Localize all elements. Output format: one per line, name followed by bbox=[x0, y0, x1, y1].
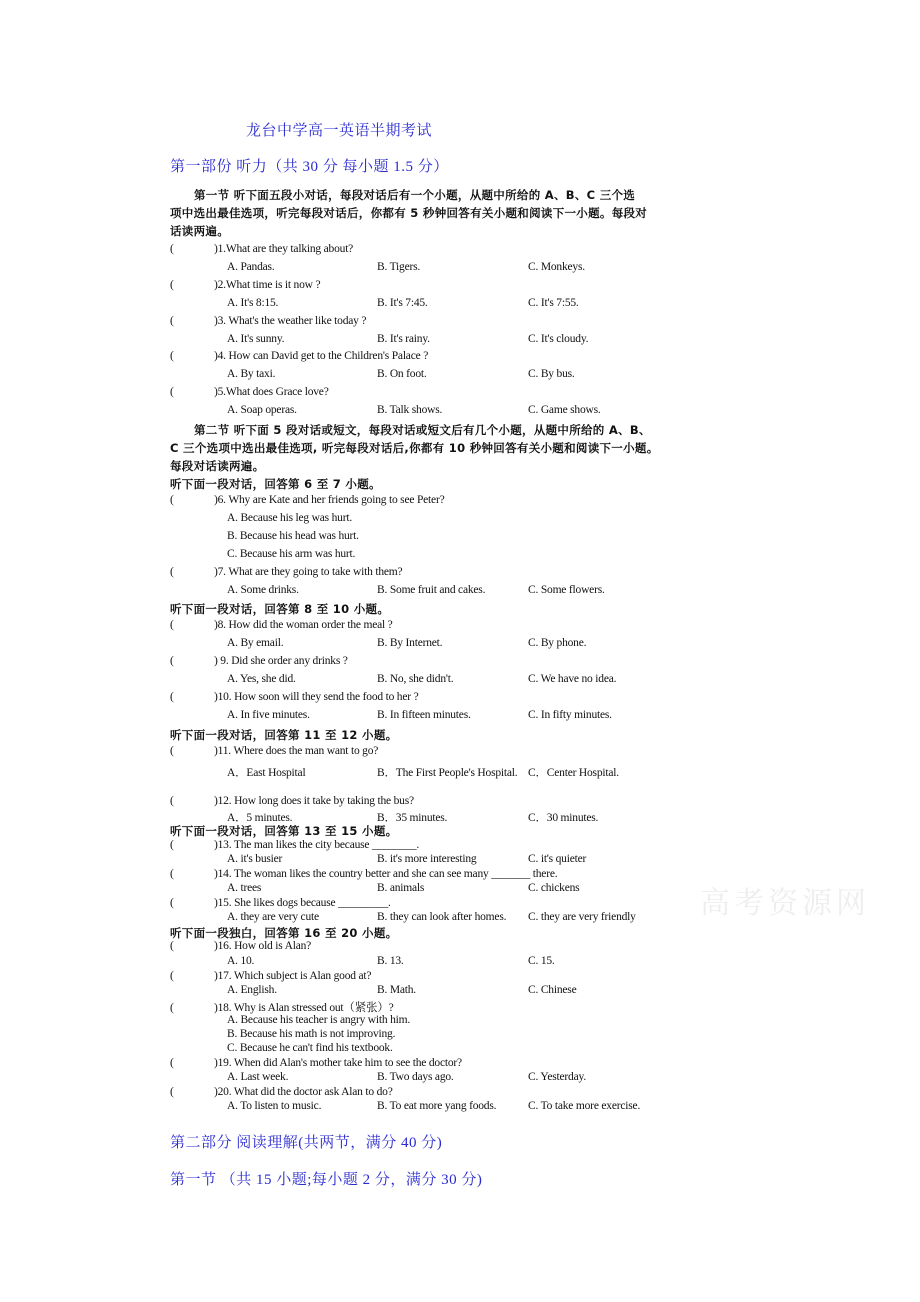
answer-option: A. English. bbox=[227, 984, 277, 996]
answer-option: C. Some flowers. bbox=[528, 584, 605, 596]
answer-blank: ( bbox=[170, 494, 174, 506]
question-3 bbox=[170, 315, 366, 327]
answer-option: A. Because his leg was hurt. bbox=[227, 512, 353, 524]
answer-option: A. trees bbox=[227, 882, 262, 894]
question-text: )14. The woman likes the country better and she can see many _______ there. bbox=[214, 868, 558, 880]
answer-option: B. In fifteen minutes. bbox=[377, 709, 471, 721]
question-18 bbox=[170, 999, 394, 1015]
answer-option: B．The First People's Hospital. bbox=[377, 767, 518, 779]
answer-option: B. Because his math is not improving. bbox=[227, 1028, 396, 1040]
answer-option: C. It's 7:55. bbox=[528, 297, 579, 309]
question-text: )5.What does Grace love? bbox=[214, 386, 329, 398]
question-text: )11. Where does the man want to go? bbox=[214, 745, 379, 757]
answer-option: B. On foot. bbox=[377, 368, 427, 380]
answer-blank: ( bbox=[170, 868, 174, 880]
answer-blank: ( bbox=[170, 839, 174, 851]
question-text: )10. How soon will they send the food to her ? bbox=[214, 691, 419, 703]
answer-option: C. To take more exercise. bbox=[528, 1100, 641, 1112]
part2-heading: 第二部分 阅读理解(共两节，满分 40 分) bbox=[170, 1135, 443, 1151]
question-text: )3. What's the weather like today ? bbox=[214, 315, 367, 327]
answer-option: A. it's busier bbox=[227, 853, 283, 865]
answer-option: B. By Internet. bbox=[377, 637, 443, 649]
answer-option: C. Game shows. bbox=[528, 404, 601, 416]
answer-option: A. Yes, she did. bbox=[227, 673, 296, 685]
question-2 bbox=[170, 279, 320, 291]
question-1 bbox=[170, 243, 353, 255]
question-text: )20. What did the doctor ask Alan to do? bbox=[214, 1086, 393, 1098]
question-19 bbox=[170, 1057, 462, 1069]
question-4 bbox=[170, 350, 428, 362]
answer-blank: ( bbox=[170, 940, 174, 952]
question-text: )2.What time is it now ? bbox=[214, 279, 321, 291]
question-5 bbox=[170, 386, 329, 398]
answer-option: C. By phone. bbox=[528, 637, 587, 649]
question-text: )13. The man likes the city because ________. bbox=[214, 839, 420, 851]
answer-option: B. No, she didn't. bbox=[377, 673, 454, 685]
question-text: )15. She likes dogs because _________. bbox=[214, 897, 391, 909]
watermark: 高考资源网 bbox=[700, 886, 870, 921]
question-16 bbox=[170, 940, 311, 952]
question-text: )17. Which subject is Alan good at? bbox=[214, 970, 372, 982]
answer-option: B. 13. bbox=[377, 955, 404, 967]
answer-blank: ( bbox=[170, 1057, 174, 1069]
answer-option: B. it's more interesting bbox=[377, 853, 477, 865]
answer-blank: ( bbox=[170, 279, 174, 291]
instruction-line: 每段对话读两遍。 bbox=[170, 459, 265, 473]
answer-option: C. Because his arm was hurt. bbox=[227, 548, 356, 560]
answer-option: A. they are very cute bbox=[227, 911, 319, 923]
question-text: )16. How old is Alan? bbox=[214, 940, 312, 952]
answer-option: A. By taxi. bbox=[227, 368, 276, 380]
answer-option: A. Soap operas. bbox=[227, 404, 297, 416]
question-11 bbox=[170, 745, 378, 757]
answer-blank: ( bbox=[170, 243, 174, 255]
answer-blank: ( bbox=[170, 566, 174, 578]
answer-option: A. It's 8:15. bbox=[227, 297, 279, 309]
answer-blank: ( bbox=[170, 350, 174, 362]
question-text: )4. How can David get to the Children's Palace ? bbox=[214, 350, 429, 362]
answer-option: B. It's rainy. bbox=[377, 333, 430, 345]
instruction-line: C 三个选项中选出最佳选项, 听完每段对话后,你都有 10 秒钟回答有关小题和阅读下一小题。 bbox=[170, 441, 659, 455]
answer-option: A. 10. bbox=[227, 955, 255, 967]
answer-option: A. To listen to music. bbox=[227, 1100, 322, 1112]
question-6 bbox=[170, 494, 444, 506]
question-9 bbox=[170, 655, 348, 667]
answer-option: B. Some fruit and cakes. bbox=[377, 584, 486, 596]
answer-blank: ( bbox=[170, 795, 174, 807]
question-15 bbox=[170, 897, 391, 909]
question-12 bbox=[170, 795, 414, 807]
question-text: )19. When did Alan's mother take him to see the doctor? bbox=[214, 1057, 462, 1069]
question-8 bbox=[170, 619, 393, 631]
answer-blank: ( bbox=[170, 655, 174, 667]
listening-note: 听下面一段独白，回答第 16 至 20 小题。 bbox=[170, 926, 398, 940]
instruction-line: 第一节 听下面五段小对话，每段对话后有一个小题，从题中所给的 A、B、C 三个选 bbox=[194, 188, 636, 202]
answer-option: A. In five minutes. bbox=[227, 709, 310, 721]
instruction-line: 第二节 听下面 5 段对话或短文，每段对话或短文后有几个小题，从题中所给的 A、B、 bbox=[194, 423, 651, 437]
answer-blank: ( bbox=[170, 970, 174, 982]
answer-blank: ( bbox=[170, 745, 174, 757]
answer-blank: ( bbox=[170, 691, 174, 703]
answer-blank: ( bbox=[170, 897, 174, 909]
answer-option: C．Center Hospital. bbox=[528, 767, 619, 779]
question-text: )6. Why are Kate and her friends going to see Peter? bbox=[214, 494, 445, 506]
answer-option: A．East Hospital bbox=[227, 767, 306, 779]
question-10 bbox=[170, 691, 418, 703]
part1-heading: 第一部份 听力（共 30 分 每小题 1.5 分） bbox=[170, 159, 449, 175]
listening-note: 听下面一段对话，回答第 8 至 10 小题。 bbox=[170, 602, 390, 616]
answer-blank: ( bbox=[170, 315, 174, 327]
listening-note: 听下面一段对话，回答第 13 至 15 小题。 bbox=[170, 824, 398, 838]
answer-option: C. We have no idea. bbox=[528, 673, 617, 685]
answer-option: A. By email. bbox=[227, 637, 284, 649]
question-20 bbox=[170, 1086, 393, 1098]
answer-blank: ( bbox=[170, 619, 174, 631]
answer-option: A. It's sunny. bbox=[227, 333, 285, 345]
answer-option: B. animals bbox=[377, 882, 425, 894]
answer-blank: ( bbox=[170, 1002, 174, 1014]
listening-note: 听下面一段对话，回答第 6 至 7 小题。 bbox=[170, 477, 381, 491]
answer-blank: ( bbox=[170, 386, 174, 398]
answer-option: A．5 minutes. bbox=[227, 812, 293, 824]
answer-option: B. Two days ago. bbox=[377, 1071, 454, 1083]
answer-option: B. Tigers. bbox=[377, 261, 421, 273]
answer-blank: ( bbox=[170, 1086, 174, 1098]
answer-option: C. they are very friendly bbox=[528, 911, 636, 923]
question-text: )18. Why is Alan stressed out（紧张）? bbox=[214, 1002, 394, 1014]
question-text: )8. How did the woman order the meal ? bbox=[214, 619, 393, 631]
answer-option: A. Pandas. bbox=[227, 261, 275, 273]
listening-note: 听下面一段对话，回答第 11 至 12 小题。 bbox=[170, 728, 398, 742]
instruction-line: 话读两遍。 bbox=[170, 224, 229, 238]
answer-option: C. It's cloudy. bbox=[528, 333, 589, 345]
answer-option: C. Yesterday. bbox=[528, 1071, 586, 1083]
answer-option: A. Because his teacher is angry with him. bbox=[227, 1014, 411, 1026]
answer-option: A. Last week. bbox=[227, 1071, 289, 1083]
answer-option: B. Talk shows. bbox=[377, 404, 443, 416]
question-text: )12. How long does it take by taking the bus? bbox=[214, 795, 414, 807]
answer-option: C. chickens bbox=[528, 882, 580, 894]
question-text: )1.What are they talking about? bbox=[214, 243, 354, 255]
question-text: ) 9. Did she order any drinks ? bbox=[214, 655, 348, 667]
question-13 bbox=[170, 839, 419, 851]
answer-option: C. it's quieter bbox=[528, 853, 587, 865]
question-14 bbox=[170, 868, 557, 880]
answer-option: B. Math. bbox=[377, 984, 416, 996]
exam-title: 龙台中学高一英语半期考试 bbox=[246, 123, 433, 139]
answer-option: B. To eat more yang foods. bbox=[377, 1100, 497, 1112]
question-7 bbox=[170, 566, 402, 578]
answer-option: B. Because his head was hurt. bbox=[227, 530, 359, 542]
answer-option: C. 15. bbox=[528, 955, 555, 967]
answer-option: B. they can look after homes. bbox=[377, 911, 507, 923]
answer-option: C. By bus. bbox=[528, 368, 575, 380]
answer-option: C. Chinese bbox=[528, 984, 577, 996]
part2-section1-heading: 第一节 （共 15 小题;每小题 2 分，满分 30 分) bbox=[170, 1172, 483, 1188]
answer-option: A. Some drinks. bbox=[227, 584, 299, 596]
answer-option: C．30 minutes. bbox=[528, 812, 599, 824]
instruction-line: 项中选出最佳选项，听完每段对话后，你都有 5 秒钟回答有关小题和阅读下一小题。每段对 bbox=[170, 206, 648, 220]
answer-option: C. Because he can't find his textbook. bbox=[227, 1042, 393, 1054]
answer-option: B．35 minutes. bbox=[377, 812, 448, 824]
question-17 bbox=[170, 970, 371, 982]
answer-option: B. It's 7:45. bbox=[377, 297, 428, 309]
question-text: )7. What are they going to take with them? bbox=[214, 566, 403, 578]
answer-option: C. Monkeys. bbox=[528, 261, 585, 273]
answer-option: C. In fifty minutes. bbox=[528, 709, 612, 721]
